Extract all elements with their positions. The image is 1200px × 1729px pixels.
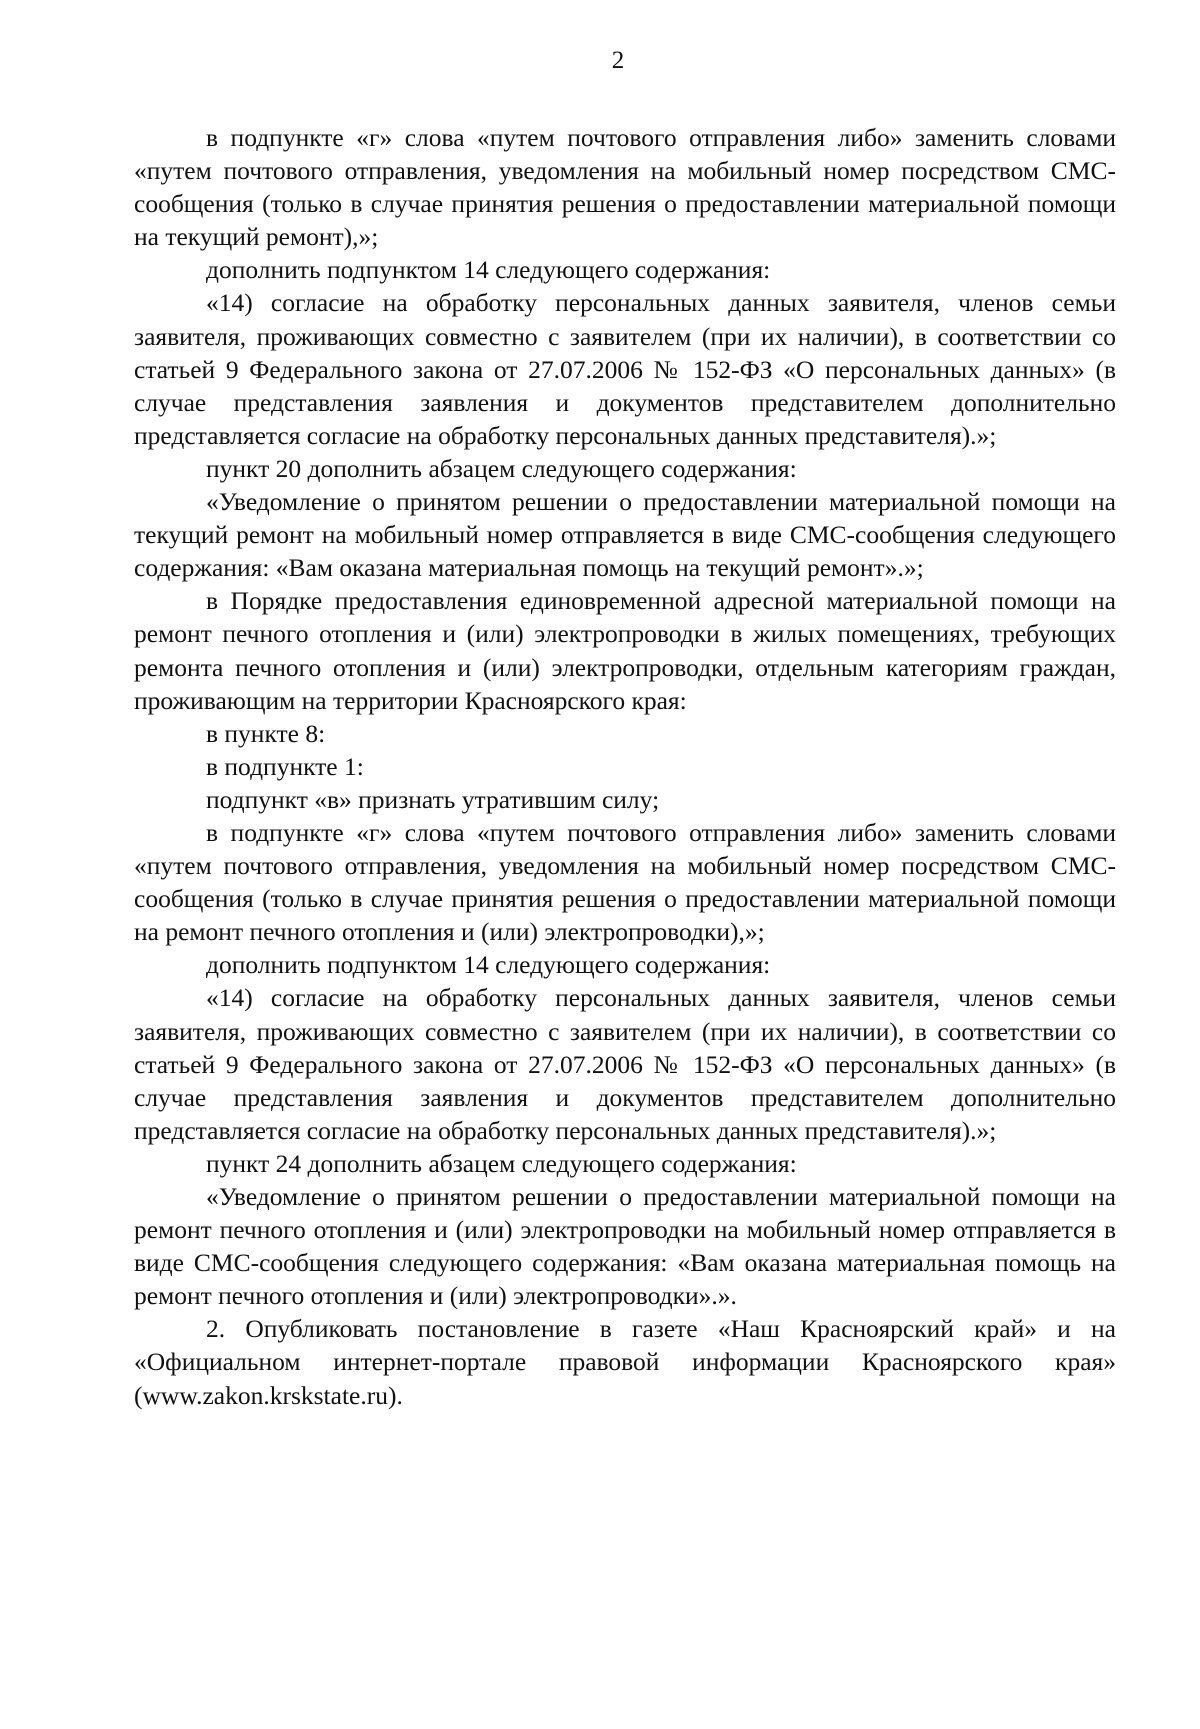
paragraph: «14) согласие на обработку персональных данных заявителя, членов семьи заявителя, проживающих совместно с заявителем (при их наличии), в соответствии со статьей 9 Федерального закона от 27.07.2006 № 152-ФЗ «О персональных данных» (в случае представления заявления и документов представителем дополнительно представляется согласие на обработку персональных данных представителя).»; xyxy=(134,983,1116,1145)
paragraph: «Уведомление о принятом решении о предоставлении материальной помощи на текущий ремонт на мобильный номер отправляется в виде СМС-сообщения следующего содержания: «Вам оказана материальная помощь на текущий ремонт».»; xyxy=(134,487,1116,583)
document-body xyxy=(134,121,1116,1412)
page-number: 2 xyxy=(611,47,625,74)
paragraph: «14) согласие на обработку персональных данных заявителя, членов семьи заявителя, проживающих совместно с заявителем (при их наличии), в соответствии со статьей 9 Федерального закона от 27.07.2006 № 152-ФЗ «О персональных данных» (в случае представления заявления и документов представителем дополнительно представляется согласие на обработку персональных данных представителя).»; xyxy=(134,288,1116,450)
paragraph: в пункте 8: xyxy=(206,718,326,748)
paragraph: пункт 20 дополнить абзацем следующего содержания: xyxy=(206,453,797,483)
paragraph: дополнить подпунктом 14 следующего содержания: xyxy=(206,255,771,285)
paragraph: пункт 24 дополнить абзацем следующего содержания: xyxy=(206,1148,797,1178)
paragraph: подпункт «в» признать утратившим силу; xyxy=(206,784,660,814)
paragraph: в подпункте «г» слова «путем почтового отправления либо» заменить словами «путем почтового отправления, уведомления на мобильный номер посредством СМС-сообщения (только в случае принятия решения о предоставлении материальной помощи на текущий ремонт),»; xyxy=(134,123,1116,252)
paragraph: «Уведомление о принятом решении о предоставлении материальной помощи на ремонт печного отопления и (или) электропроводки на мобильный номер отправляется в виде СМС-сообщения следующего содержания: «Вам оказана материальная помощь на ремонт печного отопления и (или) электропроводки».». xyxy=(134,1182,1116,1311)
paragraph: в подпункте «г» слова «путем почтового отправления либо» заменить словами «путем почтового отправления, уведомления на мобильный номер посредством СМС-сообщения (только в случае принятия решения о предоставлении материальной помощи на ремонт печного отопления и (или) электропроводки),»; xyxy=(134,817,1116,947)
paragraph: в Порядке предоставления единовременной адресной материальной помощи на ремонт печного отопления и (или) электропроводки в жилых помещениях, требующих ремонта печного отопления и (или) электропроводки, отдельным категориям граждан, проживающим на территории Красноярского края: xyxy=(134,586,1116,715)
paragraph: 2. Опубликовать постановление в газете «Наш Красноярский край» и на «Официальном интернет-портале правовой информации Красноярского края» (www.zakon.krskstate.ru). xyxy=(134,1314,1116,1410)
paragraph: дополнить подпунктом 14 следующего содержания: xyxy=(206,950,771,980)
paragraph: в подпункте 1: xyxy=(206,751,364,781)
